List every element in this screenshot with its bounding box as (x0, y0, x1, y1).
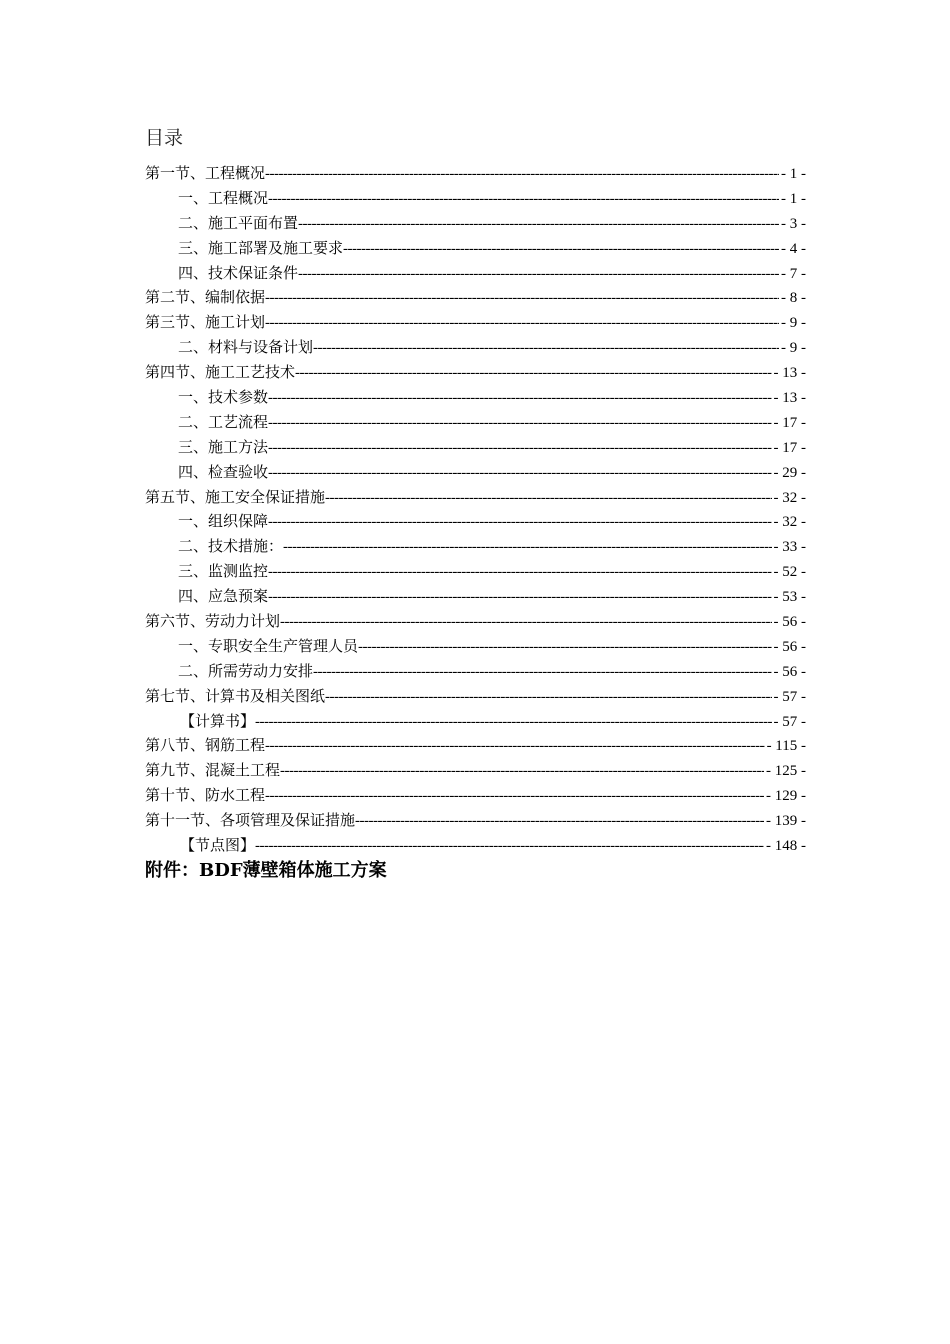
toc-entry[interactable] (145, 335, 806, 360)
toc-entry-page-number: - 9 - (781, 315, 806, 332)
toc-entry-label: 第五节、施工安全保证措施 (145, 487, 326, 506)
toc-entry[interactable] (145, 410, 806, 435)
toc-entry-label: 第一节、工程概况 (145, 164, 266, 182)
toc-entry-page-number: - 13 - (773, 365, 806, 382)
toc-dot-leader (298, 212, 779, 236)
toc-dot-leader (313, 660, 771, 684)
toc-entry[interactable] (145, 211, 806, 236)
toc-entry-label: 第八节、钢筋工程 (145, 736, 266, 755)
toc-dot-leader (325, 685, 771, 709)
toc-entry-label: 一、组织保障 (178, 512, 269, 531)
toc-entry-page-number: - 56 - (773, 614, 806, 631)
toc-entry-label: 第四节、施工工艺技术 (145, 363, 296, 382)
toc-entry-label: 第三节、施工计划 (145, 313, 266, 332)
toc-dot-leader (358, 635, 771, 659)
toc-entry[interactable] (145, 385, 806, 410)
toc-list (145, 161, 806, 858)
toc-entry-page-number: - 57 - (773, 713, 806, 730)
toc-entry-label: 四、检查验收 (178, 462, 269, 481)
toc-entry[interactable] (145, 709, 806, 734)
toc-entry-page-number: - 4 - (781, 240, 806, 257)
toc-entry-label: 第六节、劳动力计划 (145, 612, 281, 631)
toc-entry-label: 一、工程概况 (178, 188, 269, 207)
toc-entry[interactable] (145, 236, 806, 261)
toc-dot-leader (268, 461, 771, 485)
toc-entry-page-number: - 56 - (773, 663, 806, 680)
toc-entry-page-number: - 3 - (781, 215, 806, 232)
toc-dot-leader (268, 510, 771, 534)
toc-entry[interactable] (145, 360, 806, 385)
toc-dot-leader (268, 411, 771, 435)
appendix-title: 附件：BDF薄壁箱体施工方案 (145, 860, 387, 881)
toc-dot-leader (355, 809, 764, 833)
toc-entry[interactable] (145, 509, 806, 534)
toc-entry-label: 第七节、计算书及相关图纸 (145, 686, 326, 705)
toc-entry-page-number: - 1 - (781, 166, 806, 182)
toc-dot-leader (265, 286, 779, 310)
toc-entry[interactable] (145, 261, 806, 286)
toc-entry-label: 三、施工部署及施工要求 (178, 238, 344, 257)
toc-entry-label: 二、技术措施： (178, 537, 284, 556)
toc-entry[interactable] (145, 186, 806, 211)
toc-entry[interactable] (145, 310, 806, 335)
toc-entry-page-number: - 1 - (781, 190, 806, 207)
toc-entry-page-number: - 115 - (766, 738, 806, 755)
toc-entry[interactable] (145, 435, 806, 460)
toc-entry-label: 【计算书】 (180, 711, 256, 730)
toc-entry[interactable] (145, 634, 806, 659)
toc-entry-label: 二、材料与设备计划 (178, 338, 314, 357)
toc-entry-page-number: - 17 - (773, 414, 806, 431)
toc-entry[interactable] (145, 534, 806, 559)
toc-entry-page-number: - 33 - (773, 539, 806, 556)
toc-entry-label: 二、工艺流程 (178, 412, 269, 431)
toc-entry-label: 第九节、混凝土工程 (145, 761, 281, 780)
toc-entry[interactable] (145, 808, 806, 833)
toc-dot-leader (268, 436, 771, 460)
toc-dot-leader (268, 386, 771, 410)
toc-entry-label: 四、应急预案 (178, 587, 269, 606)
toc-entry-label: 【节点图】 (180, 836, 256, 855)
toc-entry-page-number: - 129 - (766, 788, 806, 805)
toc-entry[interactable] (145, 783, 806, 808)
toc-dot-leader (265, 784, 764, 808)
toc-entry-page-number: - 53 - (773, 589, 806, 606)
toc-dot-leader (268, 187, 779, 211)
toc-entry-page-number: - 57 - (773, 688, 806, 705)
toc-entry[interactable] (145, 684, 806, 709)
toc-entry[interactable] (145, 609, 806, 634)
toc-entry[interactable] (145, 285, 806, 310)
toc-entry-label: 第十一节、各项管理及保证措施 (145, 811, 356, 830)
toc-dot-leader (295, 361, 771, 385)
toc-dot-leader (283, 535, 771, 559)
toc-dot-leader (255, 834, 764, 858)
toc-entry-label: 二、施工平面布置 (178, 213, 299, 232)
toc-dot-leader (298, 262, 779, 286)
toc-dot-leader (265, 311, 779, 335)
toc-entry-label: 四、技术保证条件 (178, 263, 299, 282)
toc-dot-leader (268, 560, 771, 584)
toc-entry[interactable] (145, 659, 806, 684)
toc-entry[interactable] (145, 584, 806, 609)
toc-entry-page-number: - 52 - (773, 564, 806, 581)
toc-entry-label: 第二节、编制依据 (145, 288, 266, 307)
toc-entry-page-number: - 8 - (781, 290, 806, 307)
toc-dot-leader (265, 162, 779, 186)
toc-dot-leader (265, 734, 765, 758)
toc-entry-label: 三、监测监控 (178, 562, 269, 581)
toc-entry[interactable] (145, 758, 806, 783)
toc-title: 目录 (145, 127, 184, 149)
toc-entry[interactable] (145, 161, 806, 186)
toc-entry-page-number: - 32 - (773, 514, 806, 531)
toc-entry-page-number: - 139 - (766, 813, 806, 830)
toc-entry-label: 三、施工方法 (178, 437, 269, 456)
toc-entry-page-number: - 7 - (781, 265, 806, 282)
toc-entry[interactable] (145, 833, 806, 858)
toc-dot-leader (343, 237, 779, 261)
toc-entry-label: 二、所需劳动力安排 (178, 661, 314, 680)
toc-entry[interactable] (145, 733, 806, 758)
toc-entry-label: 第十节、防水工程 (145, 786, 266, 805)
toc-dot-leader (280, 759, 764, 783)
toc-entry-page-number: - 125 - (766, 763, 806, 780)
toc-entry-page-number: - 29 - (773, 464, 806, 481)
toc-entry-page-number: - 56 - (773, 638, 806, 655)
toc-entry-page-number: - 13 - (773, 390, 806, 407)
toc-dot-leader (268, 585, 771, 609)
toc-dot-leader (255, 710, 771, 734)
toc-dot-leader (325, 486, 771, 510)
toc-dot-leader (313, 336, 779, 360)
toc-entry-page-number: - 9 - (781, 340, 806, 357)
toc-dot-leader (280, 610, 771, 634)
toc-entry-label: 一、专职安全生产管理人员 (178, 636, 359, 655)
toc-entry-page-number: - 148 - (766, 838, 806, 855)
toc-entry[interactable] (145, 460, 806, 485)
toc-entry[interactable] (145, 559, 806, 584)
toc-entry-page-number: - 17 - (773, 439, 806, 456)
toc-entry[interactable] (145, 485, 806, 510)
toc-entry-label: 一、技术参数 (178, 388, 269, 407)
toc-entry-page-number: - 32 - (773, 489, 806, 506)
